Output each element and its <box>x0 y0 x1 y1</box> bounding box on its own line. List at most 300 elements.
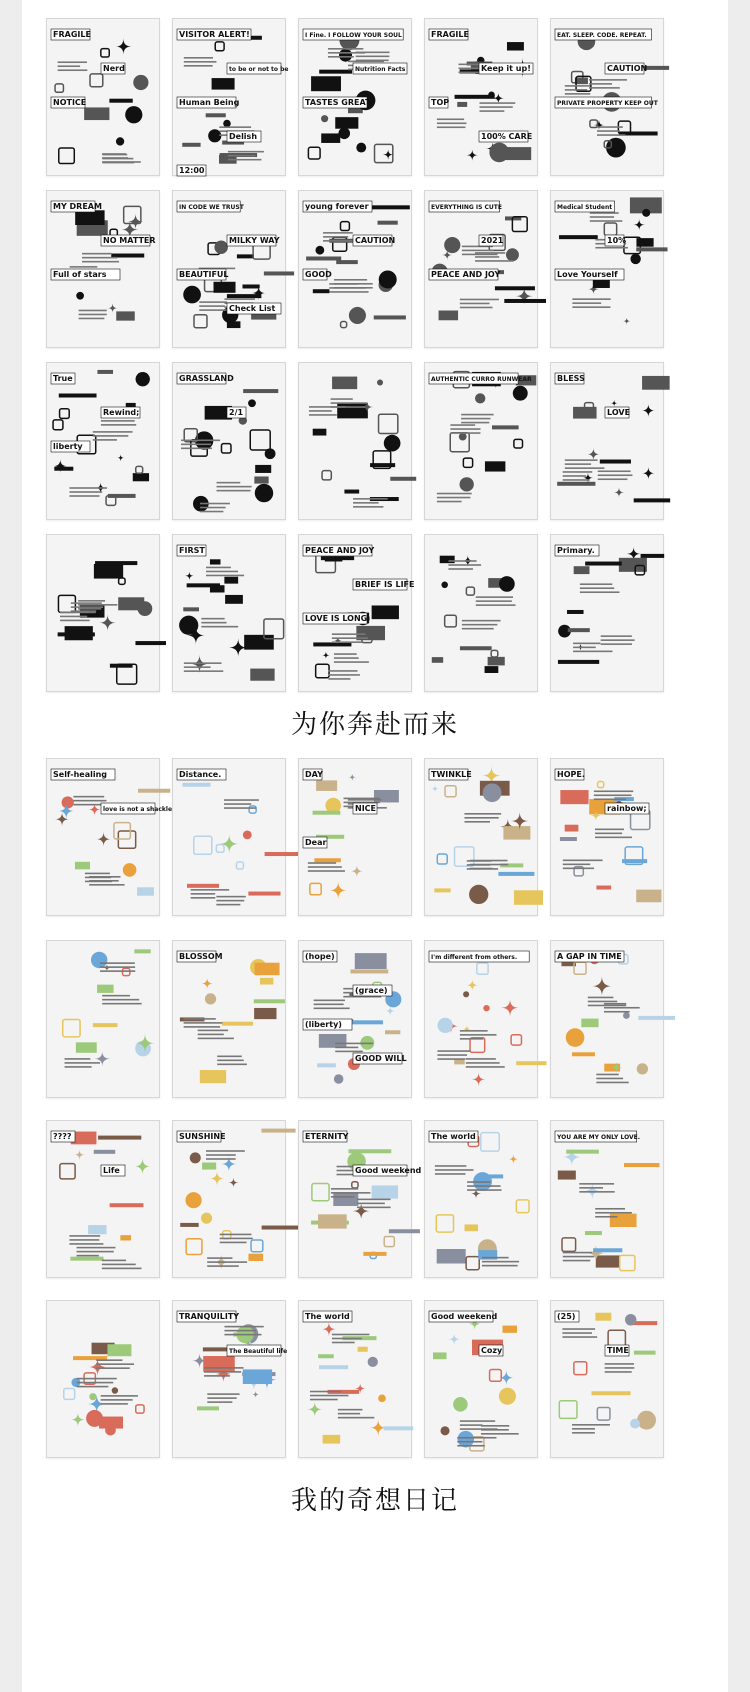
sticker-shape <box>455 95 495 99</box>
sticker-shape <box>60 409 70 419</box>
fine-print-line <box>181 440 220 442</box>
sticker-sheet-art <box>173 535 285 691</box>
sticker-sheet[interactable] <box>172 940 286 1098</box>
sticker-shape <box>475 393 485 403</box>
fine-print-line <box>462 254 498 256</box>
sticker-sheet[interactable] <box>46 1120 160 1278</box>
sticker-label: TASTES GREAT <box>305 98 371 107</box>
sticker-shape <box>625 1314 636 1325</box>
fine-print-line <box>338 1413 360 1415</box>
sticker-shape <box>102 566 123 576</box>
sticker-sheet[interactable] <box>424 362 538 520</box>
sticker-shape <box>431 785 438 792</box>
sticker-label: Dear <box>305 838 327 847</box>
sticker-shape <box>374 315 406 319</box>
sticker-sheet[interactable] <box>424 940 538 1098</box>
fine-print-line <box>476 600 512 602</box>
sticker-sheet[interactable] <box>424 534 538 692</box>
fine-print-line <box>69 1239 99 1241</box>
sticker-sheet[interactable] <box>298 1300 412 1458</box>
sticker-shape <box>385 1030 400 1034</box>
fine-print-line <box>79 310 107 312</box>
fine-print-line <box>605 1371 632 1373</box>
sticker-shape <box>243 830 252 839</box>
sticker-shape <box>319 1365 348 1369</box>
sticker-shape <box>136 466 143 473</box>
fine-print-line <box>466 1062 500 1064</box>
fine-print-line <box>206 567 231 569</box>
fine-print-line <box>100 970 135 972</box>
sticker-sheet-art <box>299 363 411 519</box>
sticker-shape <box>614 487 624 497</box>
fine-print-line <box>220 1242 247 1244</box>
fine-print-line <box>332 1334 369 1336</box>
sticker-shape <box>53 420 63 430</box>
sticker-shape <box>340 222 349 231</box>
fine-print-line <box>217 1064 247 1066</box>
fine-print-line <box>331 1192 371 1194</box>
sticker-shape <box>583 473 593 483</box>
fine-print-line <box>65 1062 100 1064</box>
fine-print-line <box>328 670 357 672</box>
sticker-sheet[interactable] <box>550 758 664 916</box>
sticker-shape <box>596 1255 620 1267</box>
sticker-sheet-art <box>173 363 285 519</box>
sticker-shape <box>252 1391 259 1398</box>
sticker-shape <box>636 890 661 903</box>
fine-print-line <box>60 620 90 622</box>
sticker-sheet-art <box>299 1121 422 1277</box>
sticker-shape <box>133 75 148 90</box>
sticker-shape <box>558 660 599 664</box>
sticker-shape <box>499 576 515 592</box>
sticker-shape <box>194 836 212 854</box>
fine-print-line <box>224 1330 255 1332</box>
sticker-shape <box>323 1435 341 1444</box>
fine-print-line <box>328 48 363 50</box>
sticker-shape <box>483 1005 489 1011</box>
fine-print-line <box>562 1332 592 1334</box>
sticker-shape <box>501 999 519 1017</box>
fine-print-line <box>589 83 612 85</box>
sticker-sheet[interactable] <box>298 362 412 520</box>
sticker-label: FRAGILE <box>53 30 91 39</box>
fine-print-line <box>323 236 348 238</box>
fine-print-line <box>597 130 620 132</box>
fine-print-line <box>461 422 489 424</box>
sticker-shape <box>74 1150 84 1160</box>
sticker-sheet-art <box>425 1301 537 1457</box>
sticker-sheet[interactable] <box>298 940 412 1098</box>
sticker-sheet-art <box>425 1121 537 1277</box>
fine-print-line <box>184 57 213 59</box>
sticker-shape <box>363 1252 386 1256</box>
fine-print-line <box>460 1424 483 1426</box>
fine-print-line <box>334 661 369 663</box>
fine-print-line <box>201 622 226 624</box>
sticker-shape <box>313 289 330 293</box>
sticker-sheet[interactable] <box>298 534 415 692</box>
sticker-shape <box>313 642 351 646</box>
sticker-sheet[interactable] <box>46 362 160 520</box>
fine-print-line <box>204 1375 230 1377</box>
fine-print-line <box>332 641 362 643</box>
sticker-shape <box>243 1369 272 1384</box>
fine-print-line <box>79 314 107 316</box>
fine-print-line <box>77 1251 114 1253</box>
sticker-sheet[interactable] <box>46 1300 160 1458</box>
sticker-sheet[interactable] <box>550 1300 664 1458</box>
fine-print-line <box>309 410 332 412</box>
fine-print-line <box>580 583 612 585</box>
sticker-sheet[interactable] <box>172 758 286 916</box>
sticker-sheet-art <box>47 759 173 915</box>
sticker-shape <box>76 1042 97 1052</box>
fine-print-line <box>181 448 212 450</box>
sticker-shape <box>634 498 670 502</box>
sticker-shape <box>597 1407 610 1420</box>
fine-print-line <box>184 662 222 664</box>
sticker-sheet-art <box>47 1301 159 1457</box>
sticker-shape <box>321 133 340 143</box>
sticker-sheet[interactable] <box>550 190 664 348</box>
sticker-shape <box>255 484 273 502</box>
sticker-sheet[interactable] <box>298 18 412 176</box>
fine-print-line <box>590 212 619 214</box>
fine-print-line <box>338 1417 374 1419</box>
sticker-label: Good weekend <box>355 1166 422 1175</box>
sticker-shape <box>572 1052 595 1056</box>
sticker-shape <box>187 884 219 888</box>
sticker-shape <box>559 1401 577 1419</box>
sticker-shape <box>623 318 630 325</box>
sticker-shape <box>336 260 358 264</box>
sticker-shape <box>567 610 584 614</box>
fine-print-line <box>308 862 336 864</box>
fine-print-line <box>448 568 473 570</box>
sticker-shape <box>484 1174 503 1178</box>
section-title-1: 为你奔赴而来 <box>290 710 459 740</box>
sticker-sheet[interactable] <box>172 1120 286 1278</box>
sticker-shape <box>485 461 505 471</box>
sticker-label: FIRST <box>179 546 205 555</box>
fine-print-line <box>331 402 367 404</box>
sticker-shape <box>183 607 199 611</box>
sticker-sheet[interactable] <box>424 190 538 348</box>
sticker-sheet[interactable] <box>550 1120 664 1278</box>
fine-print-line <box>353 502 379 504</box>
fine-print-line <box>198 1030 228 1032</box>
sticker-shape <box>370 463 395 467</box>
fine-print-line <box>332 637 368 639</box>
sticker-label: PEACE AND JOY <box>431 270 501 279</box>
sticker-sheet[interactable] <box>550 940 664 1098</box>
fine-print-line <box>335 1047 358 1049</box>
fine-print-line <box>579 1183 614 1185</box>
sticker-sheet[interactable] <box>550 534 664 692</box>
fine-print-line <box>467 1189 501 1191</box>
sticker-sheet-art <box>173 191 285 347</box>
sticker-sheet[interactable] <box>172 190 286 348</box>
sticker-shape <box>514 439 523 448</box>
sticker-shape <box>136 1405 144 1413</box>
fine-print-line <box>357 1207 391 1209</box>
sticker-shape <box>90 74 103 87</box>
fine-print-line <box>191 897 216 899</box>
sticker-shape <box>89 1393 96 1400</box>
sticker-shape <box>352 1182 358 1188</box>
sticker-shape <box>489 143 509 163</box>
sticker-shape <box>138 789 170 793</box>
sticker-shape <box>366 205 410 209</box>
sticker-shape <box>595 1313 611 1321</box>
fine-print-line <box>563 479 590 481</box>
sticker-shape <box>337 403 368 418</box>
sticker-sheet[interactable] <box>46 940 160 1098</box>
sticker-shape <box>372 1185 398 1198</box>
sticker-shape <box>453 1397 468 1412</box>
sticker-shape <box>455 847 474 866</box>
sticker-shape <box>134 1158 151 1175</box>
sticker-shape <box>322 471 331 480</box>
fine-print-line <box>77 1255 99 1257</box>
sticker-sheet[interactable] <box>46 534 160 692</box>
fine-print-line <box>58 65 80 67</box>
sticker-sheet[interactable] <box>298 1120 422 1278</box>
sticker-shape <box>642 209 650 217</box>
sticker-sheet[interactable] <box>172 18 289 176</box>
fine-print-line <box>77 1378 117 1380</box>
sticker-shape <box>630 1419 640 1429</box>
sticker-shape <box>558 1171 576 1180</box>
fine-print-line <box>60 616 87 618</box>
sticker-shape <box>221 444 230 453</box>
fine-print-line <box>479 106 512 108</box>
sticker-shape <box>505 147 531 160</box>
sticker-sheet-art <box>173 941 285 1097</box>
sticker-sheet[interactable] <box>298 758 412 916</box>
sticker-sheet-art <box>173 759 285 915</box>
sticker-shape <box>349 774 356 781</box>
sticker-sheet[interactable] <box>550 18 664 176</box>
sticker-shape <box>378 1395 386 1403</box>
sticker-shape <box>593 1248 622 1252</box>
sticker-shape <box>470 1038 485 1053</box>
sticker-shape <box>315 246 324 255</box>
sticker-shape <box>574 1362 587 1375</box>
sticker-shape <box>110 1203 144 1207</box>
sticker-sheet[interactable] <box>172 362 286 520</box>
sticker-label: 10% <box>607 236 627 245</box>
fine-print-line <box>204 1371 241 1373</box>
sticker-shape <box>507 42 524 50</box>
sticker-sheet[interactable] <box>550 362 664 520</box>
sticker-label: TIME <box>607 1346 629 1355</box>
sticker-shape <box>642 467 655 480</box>
fine-print-line <box>78 600 105 602</box>
fine-print-line <box>328 56 354 58</box>
sticker-shape <box>236 862 243 869</box>
sticker-label: Medical Student <box>557 204 613 211</box>
fine-print-line <box>479 102 515 104</box>
fine-print-line <box>467 864 490 866</box>
fine-print-line <box>102 162 134 164</box>
fine-print-line <box>595 1216 617 1218</box>
fine-print-line <box>323 232 353 234</box>
sticker-sheet[interactable] <box>172 1300 286 1458</box>
sticker-label: HOPE. <box>557 770 585 779</box>
fine-print-line <box>331 398 353 400</box>
sticker-shape <box>308 147 320 159</box>
sticker-shape <box>190 1152 201 1163</box>
fine-print-line <box>191 889 230 891</box>
sticker-shape <box>459 433 467 441</box>
sticker-sheet[interactable] <box>424 1120 538 1278</box>
fine-print-line <box>93 431 133 433</box>
sticker-sheet[interactable] <box>46 190 160 348</box>
sticker-label: liberty <box>53 442 83 451</box>
fine-print-line <box>102 1260 126 1262</box>
fine-print-line <box>329 283 358 285</box>
fine-print-line <box>102 158 133 160</box>
sticker-shape <box>243 389 278 393</box>
sticker-sheet[interactable] <box>424 1300 538 1458</box>
fine-print-line <box>201 618 224 620</box>
sticker-label: GRASSLAND <box>179 374 234 383</box>
fine-print-line <box>184 1022 223 1024</box>
sticker-shape <box>386 1006 395 1015</box>
sticker-sheet-art <box>299 535 415 691</box>
fine-print-line <box>206 1158 236 1160</box>
fine-print-line <box>462 250 494 252</box>
fine-print-line <box>462 628 494 630</box>
sticker-sheet-art <box>425 535 537 691</box>
fine-print-line <box>460 1034 497 1036</box>
sticker-shape <box>630 254 640 264</box>
sticker-shape <box>481 1133 499 1151</box>
sticker-shape <box>202 1163 216 1170</box>
fine-print-line <box>572 1424 610 1426</box>
sticker-shape <box>339 49 352 62</box>
fine-print-line <box>217 482 241 484</box>
fine-print-line <box>437 122 467 124</box>
fine-print-line <box>435 1165 467 1167</box>
sticker-shape <box>186 1239 202 1255</box>
sticker-shape <box>59 148 75 164</box>
sticker-shape <box>313 811 341 815</box>
sticker-label: ???? <box>53 1132 72 1141</box>
sticker-label: Good weekend <box>431 1312 498 1321</box>
fine-print-line <box>228 151 264 153</box>
sticker-sheet[interactable] <box>46 18 160 176</box>
sticker-shape <box>457 102 467 107</box>
sticker-sheet[interactable] <box>172 534 286 692</box>
sticker-shape <box>260 978 273 985</box>
fine-print-line <box>572 306 610 308</box>
sticker-shape <box>358 1347 368 1352</box>
fine-print-line <box>482 1257 509 1259</box>
sticker-shape <box>179 616 198 635</box>
fine-print-line <box>102 1003 141 1005</box>
sticker-shape <box>222 1022 253 1026</box>
sticker-sheet[interactable] <box>46 758 173 916</box>
fine-print-line <box>329 291 368 293</box>
sticker-label: EVERYTHING IS CUTE <box>431 204 502 211</box>
fine-print-line <box>60 612 96 614</box>
fine-print-line <box>596 1078 623 1080</box>
fine-print-line <box>310 1391 341 1393</box>
sticker-label: (hope) <box>305 952 335 961</box>
fine-print-line <box>184 61 217 63</box>
sticker-label: AUTHENTIC CURRO RUNWEAR <box>431 376 532 383</box>
fine-print-line <box>191 893 216 895</box>
sticker-label: I Fine. I FOLLOW YOUR SOUL <box>305 32 402 39</box>
sticker-label: Love Yourself <box>557 270 618 279</box>
sticker-label: Nutrition Facts <box>355 66 406 73</box>
sticker-shape <box>504 299 546 303</box>
sticker-shape <box>600 460 631 464</box>
sticker-sheet-art <box>173 1301 288 1457</box>
sticker-shape <box>210 559 221 564</box>
sticker-sheet[interactable] <box>424 758 538 916</box>
sticker-sheet[interactable] <box>424 18 538 176</box>
sticker-shape <box>641 554 665 558</box>
fine-print-line <box>596 1074 618 1076</box>
fine-print-line <box>102 1264 136 1266</box>
sticker-shape <box>251 1240 263 1252</box>
fine-print-line <box>206 1154 236 1156</box>
sticker-sheet-art <box>425 941 537 1097</box>
fine-print-line <box>207 1397 236 1399</box>
fine-print-line <box>604 1007 640 1009</box>
sticker-shape <box>463 1025 471 1033</box>
fine-print-line <box>96 1367 130 1369</box>
sticker-sheet-art <box>551 191 663 347</box>
fine-print-line <box>467 868 498 870</box>
sticker-label: Primary. <box>557 546 595 555</box>
fine-print-line <box>348 61 384 63</box>
sticker-shape <box>356 143 366 153</box>
sticker-shape <box>333 1193 358 1205</box>
fine-print-line <box>448 564 481 566</box>
sticker-sheet-art <box>299 19 411 175</box>
fine-print-line <box>216 896 245 898</box>
sticker-shape <box>350 969 388 973</box>
sticker-sheet-art <box>173 1121 285 1277</box>
sticker-sheet[interactable] <box>298 190 412 348</box>
sticker-shape <box>310 883 321 894</box>
fine-print-line <box>437 118 464 120</box>
fine-print-line <box>334 657 359 659</box>
fine-print-line <box>462 624 498 626</box>
sticker-sheet-art <box>425 19 537 175</box>
fine-print-line <box>461 418 490 420</box>
fine-print-line <box>332 1338 362 1340</box>
sticker-label: IN CODE WE TRUST <box>179 204 244 211</box>
sticker-shape <box>437 1018 452 1033</box>
fine-print-line <box>224 298 255 300</box>
fine-print-line <box>309 414 337 416</box>
fine-print-line <box>437 1054 467 1056</box>
sticker-shape <box>84 107 109 120</box>
fine-print-line <box>435 1169 474 1171</box>
sticker-label: CAUTION <box>355 236 396 245</box>
sticker-shape <box>262 1226 299 1230</box>
fine-print-line <box>184 1018 216 1020</box>
fine-print-line <box>331 1196 354 1198</box>
sticker-shape <box>55 84 63 92</box>
fine-print-line <box>464 813 501 815</box>
